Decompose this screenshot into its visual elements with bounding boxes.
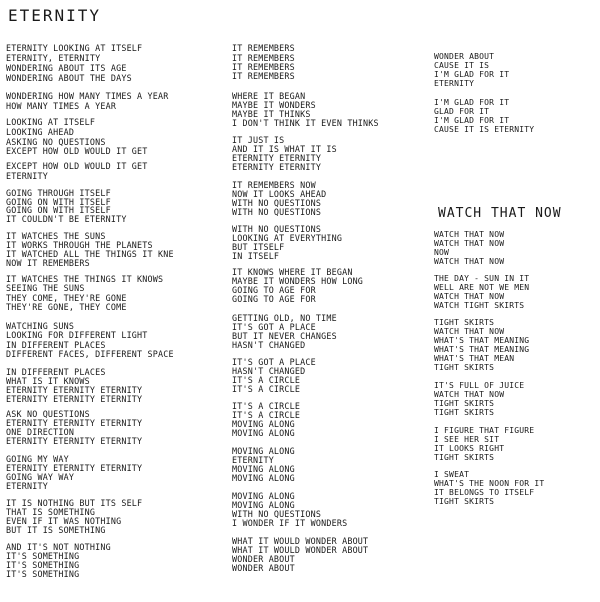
lyric-line: I'M GLAD FOR IT — [434, 98, 510, 107]
lyric-line: WATCH THAT NOW — [434, 390, 505, 399]
lyric-line: IT REMEMBERS — [232, 71, 295, 81]
lyric-line: ASKING NO QUESTIONS — [6, 137, 106, 147]
lyric-line: IN DIFFERENT PLACES — [6, 367, 106, 377]
lyric-line: GOING WAY WAY — [6, 472, 75, 482]
lyric-line: BUT IT IS SOMETHING — [6, 525, 106, 535]
lyric-line: WHAT'S THAT MEAN — [434, 354, 515, 363]
lyric-line: IT'S SOMETHING — [6, 551, 80, 561]
lyric-line: WONDERING ABOUT THE DAYS — [6, 73, 132, 83]
lyric-line: ETERNITY ETERNITY ETERNITY — [6, 418, 143, 428]
lyric-line: IT WATCHES THE SUNS — [6, 231, 106, 241]
lyric-line: I SEE HER SIT — [434, 435, 500, 444]
lyric-line: NOW IT LOOKS AHEAD — [232, 189, 327, 199]
lyric-line: I'M GLAD FOR IT — [434, 116, 510, 125]
lyric-line: IT REMEMBERS — [232, 62, 295, 72]
lyric-line: IT WORKS THROUGH THE PLANETS — [6, 240, 153, 250]
lyric-line: TIGHT SKIRTS — [434, 363, 495, 372]
lyric-line: NOW — [434, 248, 450, 257]
lyric-line: MOVING ALONG — [232, 464, 295, 474]
lyric-line: IT REMEMBERS — [232, 53, 295, 63]
lyric-line: ETERNITY — [434, 79, 475, 88]
lyric-line: IT BELONGS TO ITSELF — [434, 488, 535, 497]
lyric-line: LOOKING AT EVERYTHING — [232, 233, 343, 243]
lyric-line: GLAD FOR IT — [434, 107, 490, 116]
lyric-line: LOOKING AT ITSELF — [6, 117, 96, 127]
lyric-line: MOVING ALONG — [232, 491, 295, 501]
lyric-line: TIGHT SKIRTS — [434, 453, 495, 462]
lyric-line: ETERNITY ETERNITY — [232, 162, 322, 172]
lyric-line: WITH NO QUESTIONS — [232, 509, 322, 519]
lyric-line: I SWEAT — [434, 470, 470, 479]
lyric-line: IT'S SOMETHING — [6, 560, 80, 570]
lyric-line: IT COULDN'T BE ETERNITY — [6, 214, 127, 224]
lyric-line: WITH NO QUESTIONS — [232, 224, 322, 234]
lyric-line: IT JUST IS — [232, 135, 285, 145]
lyric-line: IT'S A CIRCLE — [232, 410, 301, 420]
lyric-line: ETERNITY ETERNITY ETERNITY — [6, 436, 143, 446]
lyric-line: WHAT IS IT KNOWS — [6, 376, 90, 386]
lyric-line: TIGHT SKIRTS — [434, 318, 495, 327]
lyric-line: ETERNITY — [6, 481, 48, 491]
lyric-line: MAYBE IT WONDERS — [232, 100, 316, 110]
lyric-line: IT WATCHED ALL THE THINGS IT KNE — [6, 249, 174, 259]
lyric-line: GOING TO AGE FOR — [232, 285, 316, 295]
lyric-line: TIGHT SKIRTS — [434, 408, 495, 417]
lyric-line: THAT IS SOMETHING — [6, 507, 96, 517]
lyric-line: WATCHING SUNS — [6, 321, 75, 331]
lyric-line: ETERNITY ETERNITY ETERNITY — [6, 394, 143, 404]
lyric-line: ETERNITY — [232, 455, 274, 465]
lyric-line: GOING ON WITH ITSELF — [6, 205, 111, 215]
song-title-watch-that-now: WATCH THAT NOW — [438, 206, 562, 221]
lyric-line: GOING TO AGE FOR — [232, 294, 316, 304]
lyric-line: THEY'RE GONE, THEY COME — [6, 302, 127, 312]
lyric-line: WATCH TIGHT SKIRTS — [434, 301, 525, 310]
lyric-line: MAYBE IT WONDERS HOW LONG — [232, 276, 364, 286]
lyric-line: THEY COME, THEY'RE GONE — [6, 293, 127, 303]
lyric-line: IT LOOKS RIGHT — [434, 444, 505, 453]
lyric-line: HOW MANY TIMES A YEAR — [6, 101, 117, 111]
lyric-line: IT'S FULL OF JUICE — [434, 381, 525, 390]
lyric-line: AND IT'S NOT NOTHING — [6, 542, 111, 552]
lyric-line: WHAT IT WOULD WONDER ABOUT — [232, 536, 369, 546]
lyric-line: MOVING ALONG — [232, 473, 295, 483]
lyric-line: IT KNOWS WHERE IT BEGAN — [232, 267, 353, 277]
lyric-line: WATCH THAT NOW — [434, 230, 505, 239]
lyric-line: DIFFERENT FACES, DIFFERENT SPACE — [6, 349, 174, 359]
lyric-line: EXCEPT HOW OLD WOULD IT GET — [6, 146, 148, 156]
lyric-line: ETERNITY LOOKING AT ITSELF — [6, 43, 143, 53]
lyric-line: GOING MY WAY — [6, 454, 69, 464]
lyric-line: TIGHT SKIRTS — [434, 399, 495, 408]
lyric-line: THE DAY - SUN IN IT — [434, 274, 530, 283]
lyric-line: HASN'T CHANGED — [232, 366, 306, 376]
lyric-line: IT IS NOTHING BUT ITS SELF — [6, 498, 143, 508]
lyric-line: IN ITSELF — [232, 251, 280, 261]
lyric-line: ONE DIRECTION — [6, 427, 75, 437]
lyric-line: WHAT'S THAT MEANING — [434, 336, 530, 345]
lyric-line: GOING THROUGH ITSELF — [6, 188, 111, 198]
lyric-line: MOVING ALONG — [232, 419, 295, 429]
lyric-line: CAUSE IT IS — [434, 61, 490, 70]
lyric-line: MOVING ALONG — [232, 500, 295, 510]
lyric-line: WHERE IT BEGAN — [232, 91, 306, 101]
lyric-line: IT REMEMBERS — [232, 43, 295, 53]
lyric-line: EXCEPT HOW OLD WOULD IT GET — [6, 161, 148, 171]
lyric-line: NOW IT REMEMBERS — [6, 258, 90, 268]
lyric-line: BUT IT NEVER CHANGES — [232, 331, 337, 341]
lyric-line: WATCH THAT NOW — [434, 257, 505, 266]
lyric-line: IT REMEMBERS NOW — [232, 180, 316, 190]
lyric-line: I DON'T THINK IT EVEN THINKS — [232, 118, 379, 128]
lyric-line: WATCH THAT NOW — [434, 327, 505, 336]
lyric-line: IT'S A CIRCLE — [232, 384, 301, 394]
lyric-line: WONDER ABOUT — [434, 52, 495, 61]
lyric-line: ETERNITY, ETERNITY — [6, 53, 101, 63]
lyric-line: IT'S A CIRCLE — [232, 375, 301, 385]
lyric-line: MAYBE IT THINKS — [232, 109, 311, 119]
lyric-line: LOOKING FOR DIFFERENT LIGHT — [6, 330, 148, 340]
lyric-line: ETERNITY — [6, 171, 48, 181]
lyric-line: BUT ITSELF — [232, 242, 285, 252]
lyric-line: ETERNITY ETERNITY — [232, 153, 322, 163]
lyric-line: AND IT IS WHAT IT IS — [232, 144, 337, 154]
lyric-line: IT'S GOT A PLACE — [232, 357, 316, 367]
lyric-line: IN DIFFERENT PLACES — [6, 340, 106, 350]
lyric-line: LOOKING AHEAD — [6, 127, 75, 137]
lyric-line: ASK NO QUESTIONS — [6, 409, 90, 419]
lyric-line: WATCH THAT NOW — [434, 239, 505, 248]
lyric-line: WONDER ABOUT — [232, 554, 295, 564]
lyric-line: WITH NO QUESTIONS — [232, 198, 322, 208]
lyric-line: WHAT'S THAT MEANING — [434, 345, 530, 354]
lyric-line: WHAT'S THE NOON FOR IT — [434, 479, 545, 488]
lyric-line: WONDERING HOW MANY TIMES A YEAR — [6, 91, 169, 101]
lyric-line: IT WATCHES THE THINGS IT KNOWS — [6, 274, 164, 284]
song-title-eternity: ETERNITY — [8, 6, 102, 25]
lyric-line: MOVING ALONG — [232, 446, 295, 456]
lyric-line: I'M GLAD FOR IT — [434, 70, 510, 79]
lyric-line: IT'S GOT A PLACE — [232, 322, 316, 332]
lyric-line: WONDER ABOUT — [232, 563, 295, 573]
lyric-line: WONDERING ABOUT ITS AGE — [6, 63, 127, 73]
lyric-line: WHAT IT WOULD WONDER ABOUT — [232, 545, 369, 555]
lyric-line: EVEN IF IT WAS NOTHING — [6, 516, 122, 526]
lyric-line: I FIGURE THAT FIGURE — [434, 426, 535, 435]
lyric-line: WELL ARE NOT WE MEN — [434, 283, 530, 292]
lyric-line: GETTING OLD, NO TIME — [232, 313, 337, 323]
lyric-line: ETERNITY ETERNITY ETERNITY — [6, 385, 143, 395]
lyric-line: ETERNITY ETERNITY ETERNITY — [6, 463, 143, 473]
lyric-line: HASN'T CHANGED — [232, 340, 306, 350]
lyric-line: WITH NO QUESTIONS — [232, 207, 322, 217]
lyric-line: IT'S SOMETHING — [6, 569, 80, 579]
lyric-line: IT'S A CIRCLE — [232, 401, 301, 411]
lyric-line: MOVING ALONG — [232, 428, 295, 438]
lyric-line: CAUSE IT IS ETERNITY — [434, 125, 535, 134]
lyric-line: I WONDER IF IT WONDERS — [232, 518, 348, 528]
lyric-line: SEEING THE SUNS — [6, 283, 85, 293]
lyric-line: GOING ON WITH ITSELF — [6, 197, 111, 207]
lyric-line: WATCH THAT NOW — [434, 292, 505, 301]
lyric-line: TIGHT SKIRTS — [434, 497, 495, 506]
